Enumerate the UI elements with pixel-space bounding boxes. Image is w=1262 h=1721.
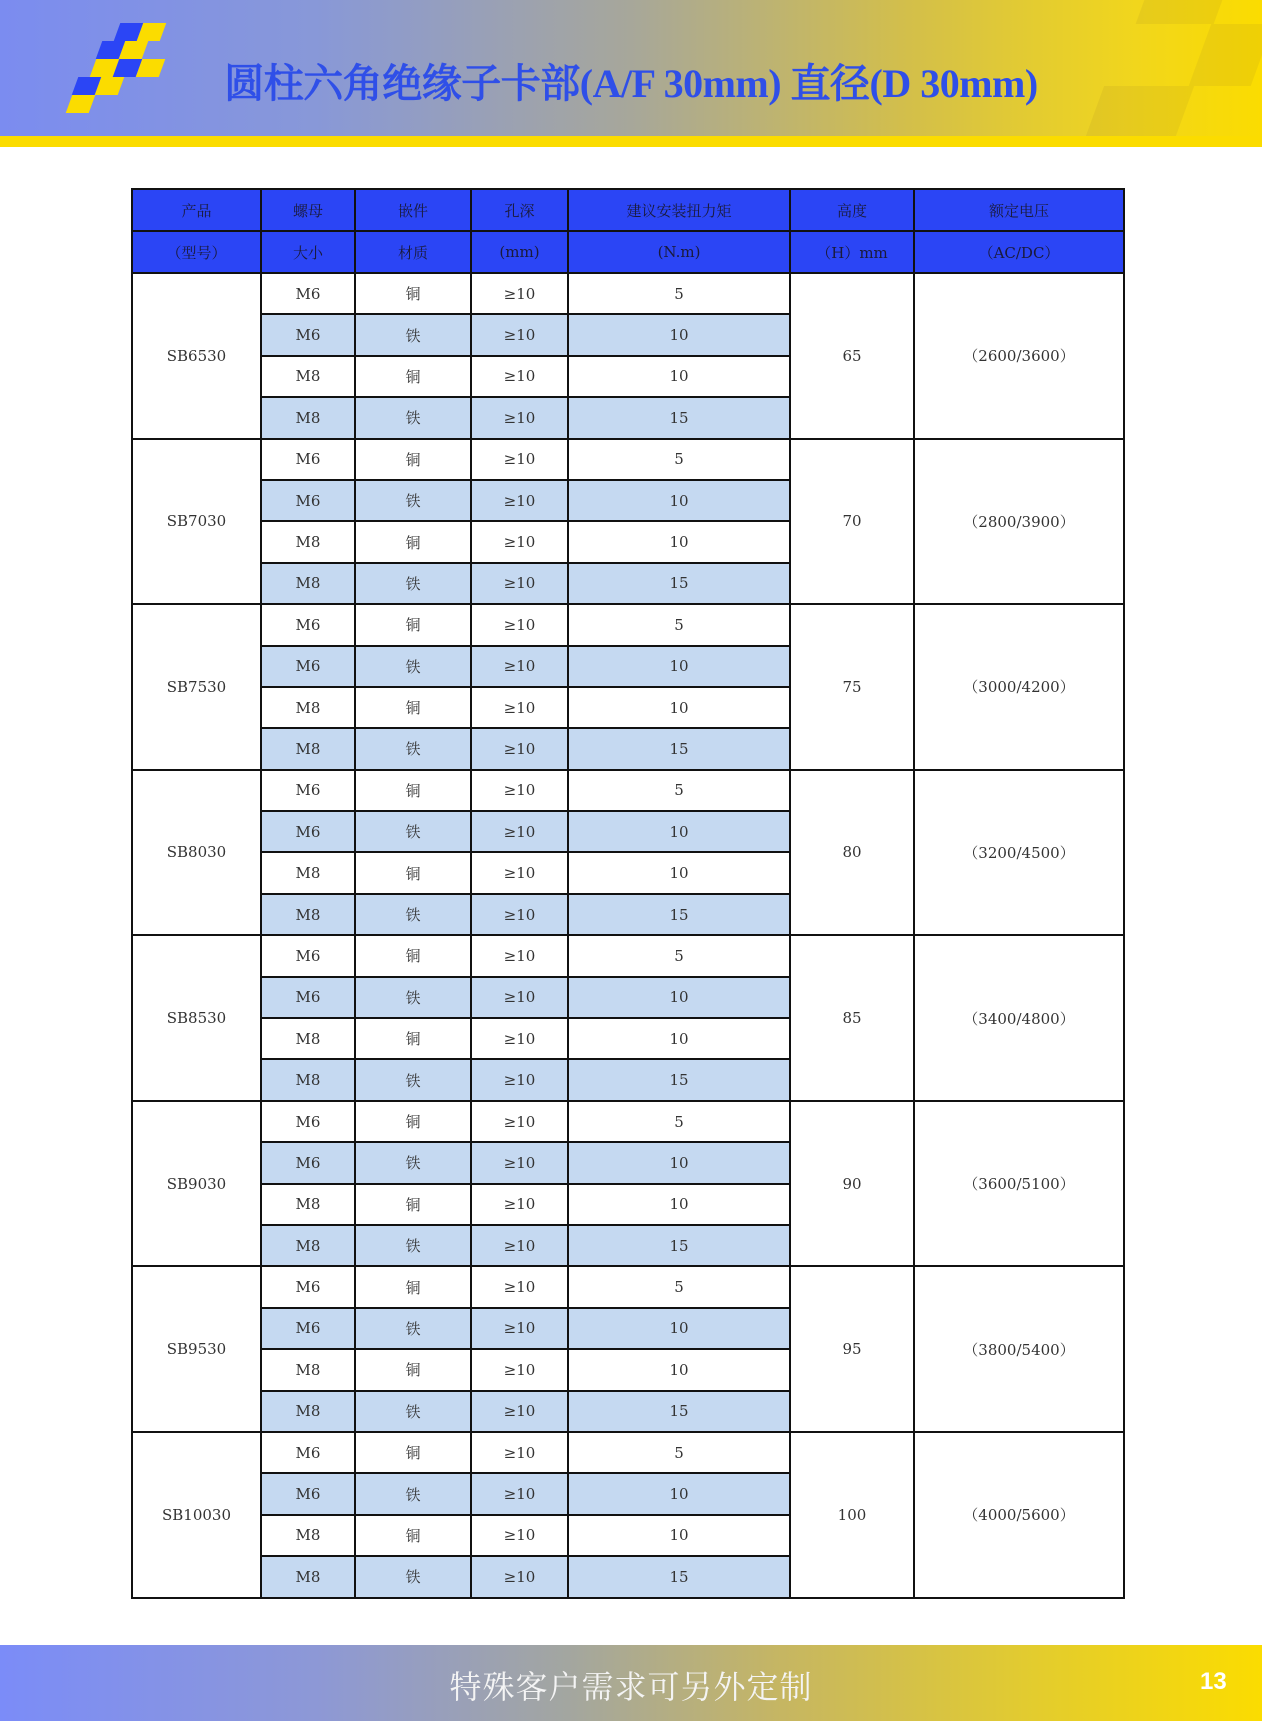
torque-cell: 5 [568,1266,790,1307]
column-header-product: 产品 [132,189,261,231]
model-cell: SB8030 [132,770,261,936]
column-header-voltage: 额定电压 [914,189,1124,231]
nut-size-cell: M6 [261,1432,355,1473]
insert-material-cell: 铁 [355,1556,471,1597]
nut-size-cell: M8 [261,852,355,893]
voltage-cell: （2600/3600） [914,273,1124,439]
insert-material-cell: 铁 [355,894,471,935]
nut-size-cell: M6 [261,480,355,521]
torque-cell: 15 [568,397,790,438]
table-header-row [132,231,1124,273]
nut-size-cell: M8 [261,728,355,769]
insert-material-cell: 铜 [355,1184,471,1225]
torque-cell: 10 [568,977,790,1018]
voltage-cell: （3000/4200） [914,604,1124,770]
nut-size-cell: M8 [261,1018,355,1059]
nut-size-cell: M6 [261,977,355,1018]
hole-depth-cell: ≥10 [471,1391,568,1432]
voltage-cell: （2800/3900） [914,439,1124,605]
insert-material-cell: 铁 [355,1142,471,1183]
column-header-nut: 螺母 [261,189,355,231]
insert-material-cell: 铜 [355,1101,471,1142]
nut-size-cell: M8 [261,687,355,728]
model-cell: SB7030 [132,439,261,605]
insert-material-cell: 铁 [355,646,471,687]
nut-size-cell: M8 [261,397,355,438]
torque-cell: 5 [568,1432,790,1473]
hole-depth-cell: ≥10 [471,852,568,893]
torque-cell: 10 [568,852,790,893]
torque-cell: 10 [568,314,790,355]
torque-cell: 5 [568,935,790,976]
insert-material-cell: 铜 [355,439,471,480]
hole-depth-cell: ≥10 [471,770,568,811]
nut-size-cell: M6 [261,811,355,852]
column-subheader-nm: (N.m) [568,231,790,273]
hole-depth-cell: ≥10 [471,1515,568,1556]
insert-material-cell: 铜 [355,1349,471,1390]
insert-material-cell: 铜 [355,1432,471,1473]
nut-size-cell: M6 [261,273,355,314]
nut-size-cell: M6 [261,314,355,355]
torque-cell: 10 [568,1308,790,1349]
nut-size-cell: M6 [261,646,355,687]
torque-cell: 10 [568,1142,790,1183]
torque-cell: 15 [568,1391,790,1432]
torque-cell: 10 [568,480,790,521]
hole-depth-cell: ≥10 [471,1018,568,1059]
nut-size-cell: M8 [261,1556,355,1597]
insert-material-cell: 铁 [355,1059,471,1100]
insert-material-cell: 铜 [355,356,471,397]
insert-material-cell: 铁 [355,1473,471,1514]
torque-cell: 10 [568,1473,790,1514]
insert-material-cell: 铜 [355,935,471,976]
hole-depth-cell: ≥10 [471,439,568,480]
insert-material-cell: 铜 [355,521,471,562]
hole-depth-cell: ≥10 [471,1101,568,1142]
table-row [132,770,1124,811]
table-row [132,439,1124,480]
nut-size-cell: M6 [261,1308,355,1349]
hole-depth-cell: ≥10 [471,1556,568,1597]
height-cell: 70 [790,439,914,605]
hole-depth-cell: ≥10 [471,1142,568,1183]
insert-material-cell: 铁 [355,314,471,355]
model-cell: SB9530 [132,1266,261,1432]
hole-depth-cell: ≥10 [471,935,568,976]
column-subheader-mm: (mm) [471,231,568,273]
page-title: 圆柱六角绝缘子卡部(A/F 30mm) 直径(D 30mm) [224,61,1038,106]
torque-cell: 15 [568,1556,790,1597]
insert-material-cell: 铁 [355,1391,471,1432]
torque-cell: 15 [568,1059,790,1100]
nut-size-cell: M6 [261,439,355,480]
model-cell: SB9030 [132,1101,261,1267]
nut-size-cell: M6 [261,1142,355,1183]
voltage-cell: （3600/5100） [914,1101,1124,1267]
insert-material-cell: 铜 [355,1018,471,1059]
hole-depth-cell: ≥10 [471,1473,568,1514]
hole-depth-cell: ≥10 [471,1308,568,1349]
hole-depth-cell: ≥10 [471,1184,568,1225]
insert-material-cell: 铁 [355,728,471,769]
voltage-cell: （3200/4500） [914,770,1124,936]
nut-size-cell: M8 [261,894,355,935]
torque-cell: 15 [568,563,790,604]
height-cell: 95 [790,1266,914,1432]
column-subheader-size: 大小 [261,231,355,273]
column-subheader-ac-dc: （AC/DC） [914,231,1124,273]
torque-cell: 5 [568,1101,790,1142]
column-header-depth: 孔深 [471,189,568,231]
height-cell: 85 [790,935,914,1101]
insert-material-cell: 铜 [355,770,471,811]
footer-note: 特殊客户需求可另外定制 [449,1668,813,1706]
insert-material-cell: 铜 [355,1515,471,1556]
hole-depth-cell: ≥10 [471,687,568,728]
insert-material-cell: 铜 [355,687,471,728]
insert-material-cell: 铁 [355,811,471,852]
table-header-row [132,189,1124,231]
hole-depth-cell: ≥10 [471,563,568,604]
nut-size-cell: M8 [261,1349,355,1390]
torque-cell: 10 [568,646,790,687]
hole-depth-cell: ≥10 [471,1059,568,1100]
hole-depth-cell: ≥10 [471,356,568,397]
nut-size-cell: M8 [261,356,355,397]
insert-material-cell: 铜 [355,604,471,645]
insert-material-cell: 铜 [355,273,471,314]
torque-cell: 10 [568,1349,790,1390]
torque-cell: 5 [568,770,790,811]
column-subheader-model: （型号） [132,231,261,273]
torque-cell: 5 [568,439,790,480]
torque-cell: 10 [568,521,790,562]
height-cell: 65 [790,273,914,439]
model-cell: SB6530 [132,273,261,439]
insert-material-cell: 铁 [355,563,471,604]
height-cell: 75 [790,604,914,770]
torque-cell: 10 [568,1515,790,1556]
height-cell: 100 [790,1432,914,1598]
torque-cell: 15 [568,894,790,935]
torque-cell: 10 [568,811,790,852]
torque-cell: 5 [568,273,790,314]
voltage-cell: （4000/5600） [914,1432,1124,1598]
hole-depth-cell: ≥10 [471,811,568,852]
model-cell: SB8530 [132,935,261,1101]
voltage-cell: （3800/5400） [914,1266,1124,1432]
table-row [132,273,1124,314]
hole-depth-cell: ≥10 [471,977,568,1018]
nut-size-cell: M8 [261,1184,355,1225]
nut-size-cell: M8 [261,1225,355,1266]
hole-depth-cell: ≥10 [471,604,568,645]
header-decoration [1136,0,1223,24]
column-header-torque: 建议安装扭力矩 [568,189,790,231]
height-cell: 90 [790,1101,914,1267]
table-body [132,273,1124,1598]
nut-size-cell: M8 [261,563,355,604]
column-header-insert: 嵌件 [355,189,471,231]
hole-depth-cell: ≥10 [471,273,568,314]
table-row [132,1432,1124,1473]
hole-depth-cell: ≥10 [471,1349,568,1390]
table-row [132,604,1124,645]
nut-size-cell: M8 [261,1059,355,1100]
voltage-cell: （3400/4800） [914,935,1124,1101]
nut-size-cell: M8 [261,521,355,562]
hole-depth-cell: ≥10 [471,1266,568,1307]
insert-material-cell: 铁 [355,480,471,521]
hole-depth-cell: ≥10 [471,894,568,935]
nut-size-cell: M6 [261,1266,355,1307]
column-subheader-h-mm: （H）mm [790,231,914,273]
hole-depth-cell: ≥10 [471,728,568,769]
hole-depth-cell: ≥10 [471,397,568,438]
hole-depth-cell: ≥10 [471,1432,568,1473]
hole-depth-cell: ≥10 [471,480,568,521]
table-row [132,1101,1124,1142]
hole-depth-cell: ≥10 [471,314,568,355]
table-row [132,1266,1124,1307]
table-row [132,935,1124,976]
insert-material-cell: 铁 [355,977,471,1018]
torque-cell: 10 [568,1018,790,1059]
torque-cell: 10 [568,1184,790,1225]
height-cell: 80 [790,770,914,936]
nut-size-cell: M6 [261,1101,355,1142]
insert-material-cell: 铁 [355,1308,471,1349]
page-number: 13 [1200,1668,1227,1695]
nut-size-cell: M8 [261,1515,355,1556]
insert-material-cell: 铁 [355,1225,471,1266]
hole-depth-cell: ≥10 [471,646,568,687]
insert-material-cell: 铜 [355,1266,471,1307]
torque-cell: 15 [568,1225,790,1266]
nut-size-cell: M6 [261,604,355,645]
column-subheader-material: 材质 [355,231,471,273]
torque-cell: 15 [568,728,790,769]
nut-size-cell: M6 [261,770,355,811]
hole-depth-cell: ≥10 [471,1225,568,1266]
model-cell: SB10030 [132,1432,261,1598]
nut-size-cell: M8 [261,1391,355,1432]
torque-cell: 10 [568,687,790,728]
insert-material-cell: 铜 [355,852,471,893]
header-stripe [0,136,1262,147]
torque-cell: 10 [568,356,790,397]
nut-size-cell: M6 [261,1473,355,1514]
nut-size-cell: M6 [261,935,355,976]
torque-cell: 5 [568,604,790,645]
column-header-height: 高度 [790,189,914,231]
insert-material-cell: 铁 [355,397,471,438]
hole-depth-cell: ≥10 [471,521,568,562]
spec-table [131,188,1125,1599]
model-cell: SB7530 [132,604,261,770]
